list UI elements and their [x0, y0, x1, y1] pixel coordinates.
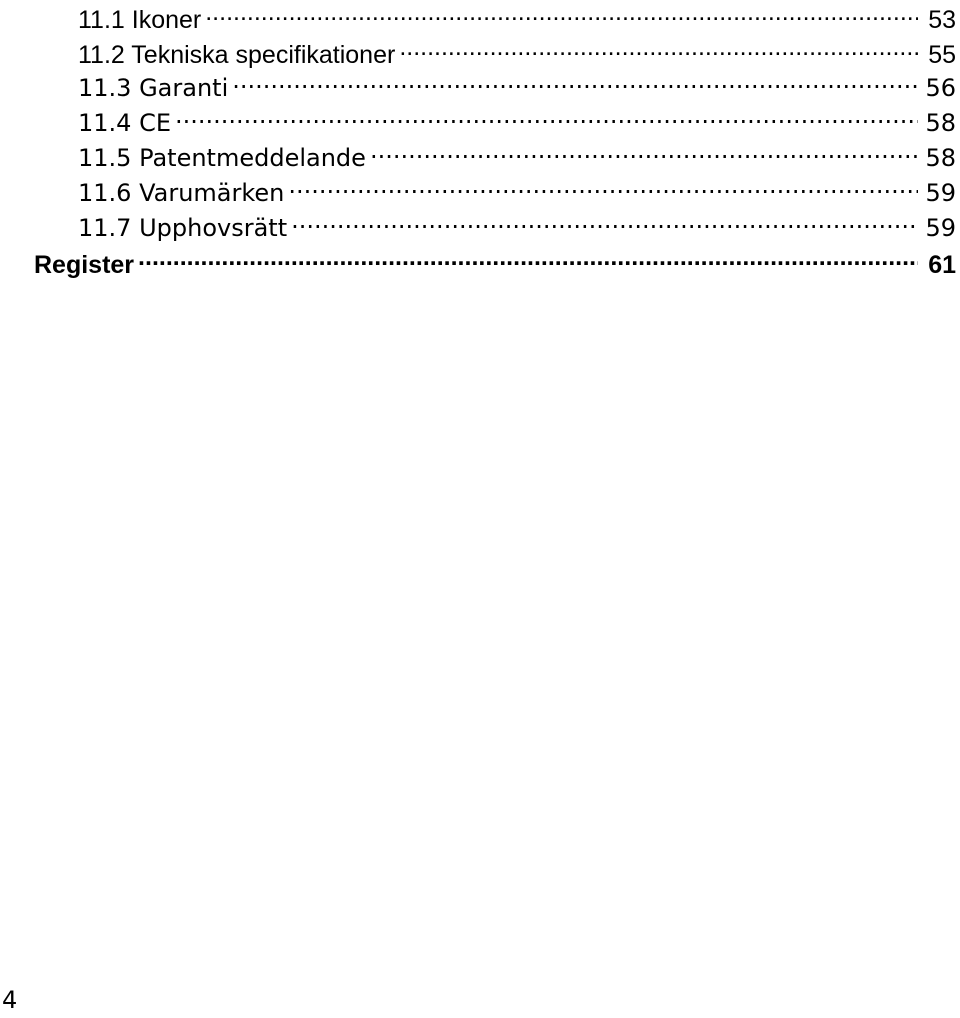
toc-entry-title: 11.2 Tekniska specifikationer: [78, 40, 396, 69]
toc-entry-tekniska-specifikationer[interactable]: [78, 35, 956, 71]
toc-entry-title: 11.6 Varumärken: [78, 179, 285, 208]
toc-entry-page: 55: [928, 40, 956, 69]
toc-entry-page: 59: [925, 214, 956, 243]
toc-entry-varumarken[interactable]: [78, 175, 956, 211]
toc-entry-garanti[interactable]: [78, 70, 956, 106]
toc-dot-leader: [399, 35, 918, 63]
toc-entry-title: 11.1 Ikoner: [78, 5, 202, 34]
toc-dot-leader: [370, 140, 918, 166]
toc-entry-page: 53: [928, 5, 956, 34]
toc-dot-leader: [138, 245, 918, 273]
toc-dot-leader: [288, 175, 918, 201]
toc-entry-page: 61: [928, 250, 956, 279]
toc-dot-leader: [205, 0, 918, 28]
toc-entry-page: 59: [925, 179, 956, 208]
toc-entry-title: 11.4 CE: [78, 109, 171, 138]
toc-entry-page: 56: [925, 74, 956, 103]
toc-entry-title: Register: [34, 250, 135, 279]
toc-entry-title: 11.3 Garanti: [78, 74, 229, 103]
toc-entry-patentmeddelande[interactable]: [78, 140, 956, 176]
toc-entry-register[interactable]: [34, 245, 956, 281]
toc-entry-page: 58: [925, 109, 956, 138]
toc-dot-leader: [232, 70, 918, 96]
toc-entry-ikoner[interactable]: [78, 0, 956, 36]
toc-dot-leader: [291, 210, 918, 236]
toc-entry-page: 58: [925, 144, 956, 173]
toc-entry-title: 11.7 Upphovsrätt: [78, 214, 288, 243]
toc-dot-leader: [175, 105, 918, 131]
toc-entry-title: 11.5 Patentmeddelande: [78, 144, 366, 173]
toc-entry-upphovsratt[interactable]: [78, 210, 956, 246]
page-number: 4: [2, 986, 18, 1014]
toc-entry-ce[interactable]: [78, 105, 956, 141]
